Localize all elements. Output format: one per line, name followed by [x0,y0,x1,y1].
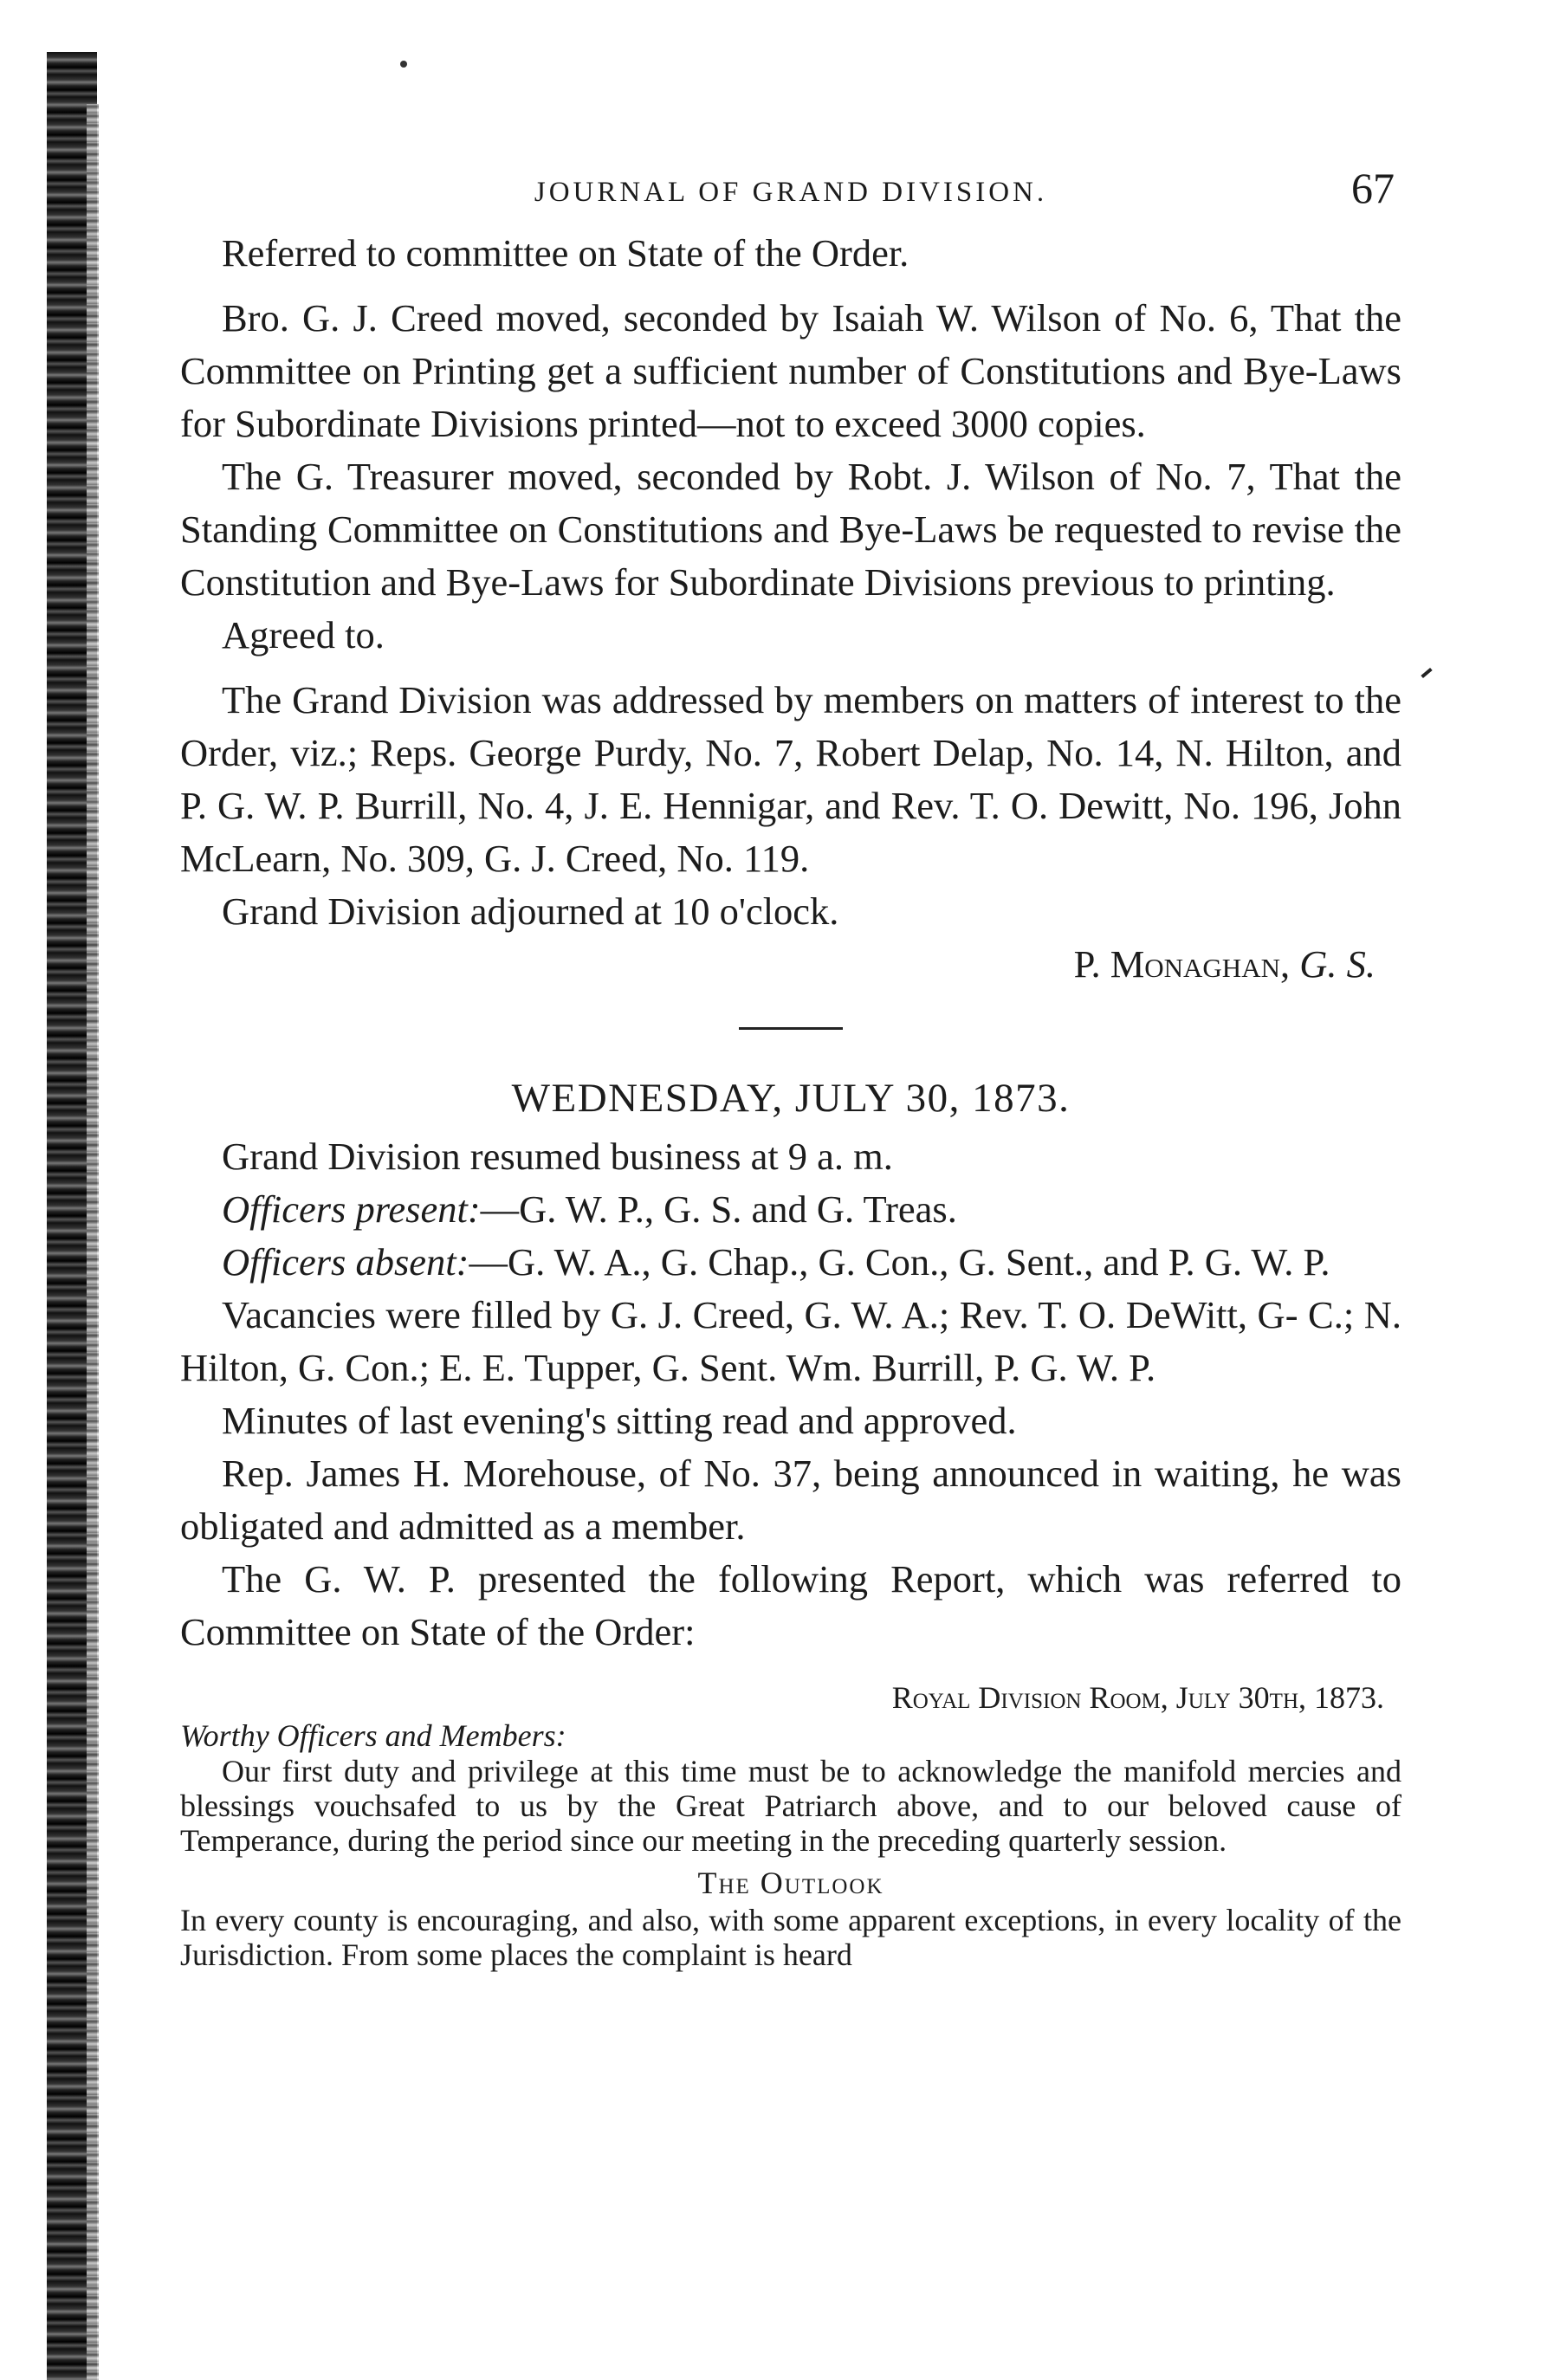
paragraph-agreed: Agreed to. [222,613,385,656]
paragraph-minutes: Minutes of last evening's sitting read and approved. [222,1399,1017,1442]
running-title: JOURNAL OF GRAND DIVISION. [534,177,1048,208]
officers-absent-text: —G. W. A., G. Chap., G. Con., G. Sent., and P. G. W. P. [469,1240,1330,1284]
paragraph-referred: Referred to committee on State of the Order. [222,231,909,275]
report-paragraph-duty: Our first duty and privilege at this time must be to acknowledge the manifold mercies and blessings vouchsafed to us by the Great Patriarch above, and to our beloved cause of Temperance, during the period since our meeting in the preceding quarterly session. [180,1754,1401,1858]
spine-highlight [87,104,99,2380]
paragraph-vacancies: Vacancies were filled by G. J. Creed, G. W. A.; Rev. T. O. DeWitt, G- C.; N. Hilton, G. Con.; E. E. Tupper, G. Sent. Wm. Burrill, P. G. W. P. [180,1293,1401,1389]
page-header [180,156,1401,212]
paragraph-resumed: Grand Division resumed business at 9 a. m. [222,1135,893,1178]
officers-present-text: —G. W. P., G. S. and G. Treas. [480,1187,957,1231]
book-spine-edge [0,0,104,2380]
paragraph-officers-present [180,1183,1401,1236]
paragraph-report-presented: The G. W. P. presented the following Report, which was referred to Committee on State of the Order: [180,1557,1401,1653]
signature [180,938,1401,991]
paragraph-adjourned: Grand Division adjourned at 10 o'clock. [222,889,839,933]
paragraph-morehouse: Rep. James H. Morehouse, of No. 37, being announced in waiting, he was obligated and admitted as a member. [180,1452,1401,1548]
paragraph-officers-absent [180,1236,1401,1289]
report-subheading: The Outlook [697,1866,884,1900]
margin-mark [1421,668,1432,678]
report-paragraph-outlook: In every county is encouraging, and also, with some apparent exceptions, in every locality of the Jurisdiction. From some places the complaint is heard [180,1903,1401,1972]
signature-title: G. S. [1299,942,1376,986]
signature-name: P. Monaghan, [1073,942,1291,986]
officers-absent-label: Officers absent: [222,1240,469,1284]
page-content [180,156,1401,1972]
session-date-heading: WEDNESDAY, JULY 30, 1873. [511,1076,1071,1121]
paragraph-addressed: The Grand Division was addressed by members on matters of interest to the Order, viz.; Reps. George Purdy, No. 7, Robert Delap, No. 14, N. Hilton, and P. G. W. P. Burrill, No. 4, J. E. Hennigar, and Rev. T. O. Dewitt, No. 196, John McLearn, No. 309, G. J. Creed, No. 119. [180,678,1401,880]
report-room-line: Royal Division Room, July 30th, 1873. [891,1680,1384,1715]
paragraph-treasurer-motion: The G. Treasurer moved, seconded by Robt. J. Wilson of No. 7, That the Standing Committee on Constitutions and Bye-Laws be requested to revise the Constitution and Bye-Laws for Subordinate Divisions previous to printing. [180,455,1401,604]
ink-speck [400,61,407,68]
officers-present-label: Officers present: [222,1187,481,1231]
report-salutation: Worthy Officers and Members: [180,1718,566,1753]
section-divider [739,1027,843,1030]
paragraph-creed-motion: Bro. G. J. Creed moved, seconded by Isaiah W. Wilson of No. 6, That the Committee on Printing get a sufficient number of Constitutions and Bye-Laws for Subordinate Divisions printed—not to exceed 3000 copies. [180,296,1401,445]
page-number: 67 [1351,164,1395,212]
